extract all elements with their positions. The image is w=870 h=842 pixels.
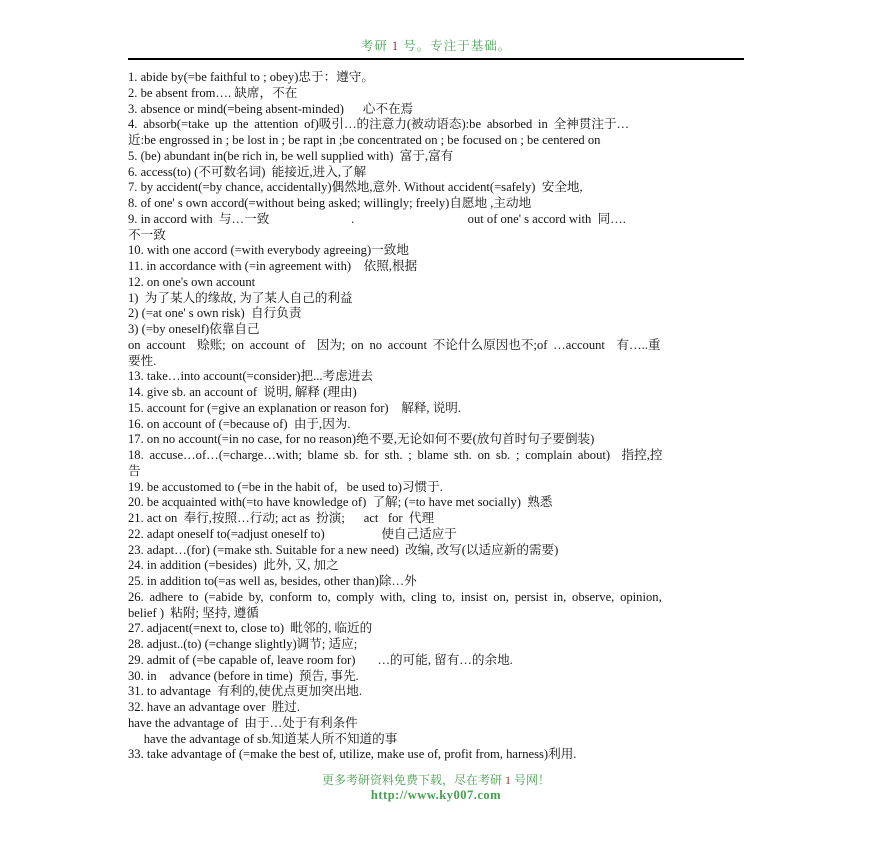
text-line: 22. adapt oneself to(=adjust oneself to) 使自己适应于 xyxy=(128,526,457,541)
page-footer xyxy=(128,771,744,803)
text-line: 要性. xyxy=(128,353,157,368)
text-line: 7. by accident(=by chance, accidentally)偶然地,意外. Without accident(=safely) 安全地, xyxy=(128,180,583,195)
text-line: 3. absence or mind(=being absent-minded) 心不在焉 xyxy=(128,101,414,116)
text-line: 近:be engrossed in ; be lost in ; be rapt in ;be concentrated on ; be focused on ; be centered on xyxy=(128,133,601,147)
text-line: 17. on no account(=in no case, for no reason)绝不要,无论如何不要(放句首时句子要倒装) xyxy=(128,432,595,447)
text-line: 5. (be) abundant in(be rich in, be well supplied with) 富于,富有 xyxy=(128,148,454,163)
text-line: 27. adjacent(=next to, close to) 毗邻的, 临近的 xyxy=(128,621,373,636)
text-line: 29. admit of (=be capable of, leave room for) …的可能, 留有…的余地. xyxy=(128,652,513,667)
text-line: 19. be accustomed to (=be in the habit of, be used to)习惯于. xyxy=(128,479,443,494)
text-line: 2) (=at one' s own risk) 自行负责 xyxy=(128,306,302,321)
text-line: 31. to advantage 有利的,使优点更加突出地. xyxy=(128,684,363,699)
text-line: 16. on account of (=because of) 由于,因为. xyxy=(128,416,351,431)
text-line: 12. on one's own account xyxy=(128,274,256,289)
text-line: 33. take advantage of (=make the best of, utilize, make use of, profit from, harness)利用. xyxy=(128,747,577,762)
header-title-part2: 号。专注于基础。 xyxy=(403,39,512,53)
text-line: 3) (=by oneself)依靠自己 xyxy=(128,322,260,336)
text-line: 23. adapt…(for) (=make sth. Suitable for a new need) 改编, 改写(以适应新的需要) xyxy=(128,542,559,557)
text-line: 14. give sb. an account of 说明, 解释 (理由) xyxy=(128,385,357,399)
footer-url[interactable]: http://www.ky007.com xyxy=(370,788,502,802)
footer-tagline-number: 1 xyxy=(505,773,511,787)
text-line: 10. with one accord (=with everybody agreeing)一致地 xyxy=(128,243,409,258)
text-line: 1) 为了某人的缘故, 为了某人自己的利益 xyxy=(128,290,353,305)
text-line: have the advantage of 由于…处于有利条件 xyxy=(128,715,358,730)
text-line: 6. access(to) (不可数名词) 能接近,进入,了解 xyxy=(128,164,367,179)
text-line: 32. have an advantage over 胜过. xyxy=(128,700,301,714)
text-line: 20. be acquainted with(=to have knowledge of) 了解; (=to have met socially) 熟悉 xyxy=(128,495,553,510)
text-line: 28. adjust..(to) (=change slightly)调节; 适应; xyxy=(128,637,358,651)
text-line: belief ) 粘附; 坚持, 遵循 xyxy=(128,605,259,620)
text-line: 24. in addition (=besides) 此外, 又, 加之 xyxy=(128,558,339,573)
text-line: 18. accuse…of…(=charge…with; blame sb. for sth. ; blame sth. on sb. ; complain about) 指控,控 xyxy=(128,448,663,462)
text-line: 8. of one' s own accord(=without being asked; willingly; freely)自愿地 ,主动地 xyxy=(128,196,532,210)
text-line: 13. take…into account(=consider)把...考虑进去 xyxy=(128,369,373,384)
text-line: 11. in accordance with (=in agreement with) 依照,根据 xyxy=(128,259,418,273)
footer-tagline xyxy=(128,771,744,788)
text-line: 9. in accord with 与…一致 . out of one' s accord with 同…. xyxy=(128,211,626,226)
header-title-number: 1 xyxy=(391,39,400,53)
text-line: 25. in addition to(=as well as, besides, other than)除…外 xyxy=(128,574,417,588)
text-line: 21. act on 奉行,按照…行动; act as 扮演; act for 代理 xyxy=(128,511,435,525)
header-title-part1: 考研 xyxy=(360,39,388,53)
text-line: 2. be absent from…. 缺席，不在 xyxy=(128,85,298,100)
text-line: 15. account for (=give an explanation or reason for) 解释, 说明. xyxy=(128,400,462,415)
text-line: 1. abide by(=be faithful to ; obey)忠于：遵守。 xyxy=(128,70,374,84)
page-header xyxy=(128,36,744,60)
text-line: 30. in advance (before in time) 预告, 事先. xyxy=(128,668,359,683)
text-line: 告 xyxy=(128,463,141,478)
text-line: have the advantage of sb.知道某人所不知道的事 xyxy=(128,731,398,746)
text-line: 4. absorb(=take up the attention of)吸引…的注意力(被动语态):be absorbed in 全神贯注于… xyxy=(128,117,630,132)
text-line: 不一致 xyxy=(128,227,166,242)
text-line: on account 赊账; on account of 因为; on no account 不论什么原因也不;of …account 有…..重 xyxy=(128,337,661,352)
document-lines xyxy=(128,70,750,763)
footer-tagline-part1: 更多考研资料免费下载，尽在考研 xyxy=(321,773,502,787)
text-line: 26. adhere to (=abide by, conform to, comply with, cling to, insist on, persist in, observe, opinion, xyxy=(128,589,662,604)
footer-tagline-part2: 号网！ xyxy=(514,773,551,787)
